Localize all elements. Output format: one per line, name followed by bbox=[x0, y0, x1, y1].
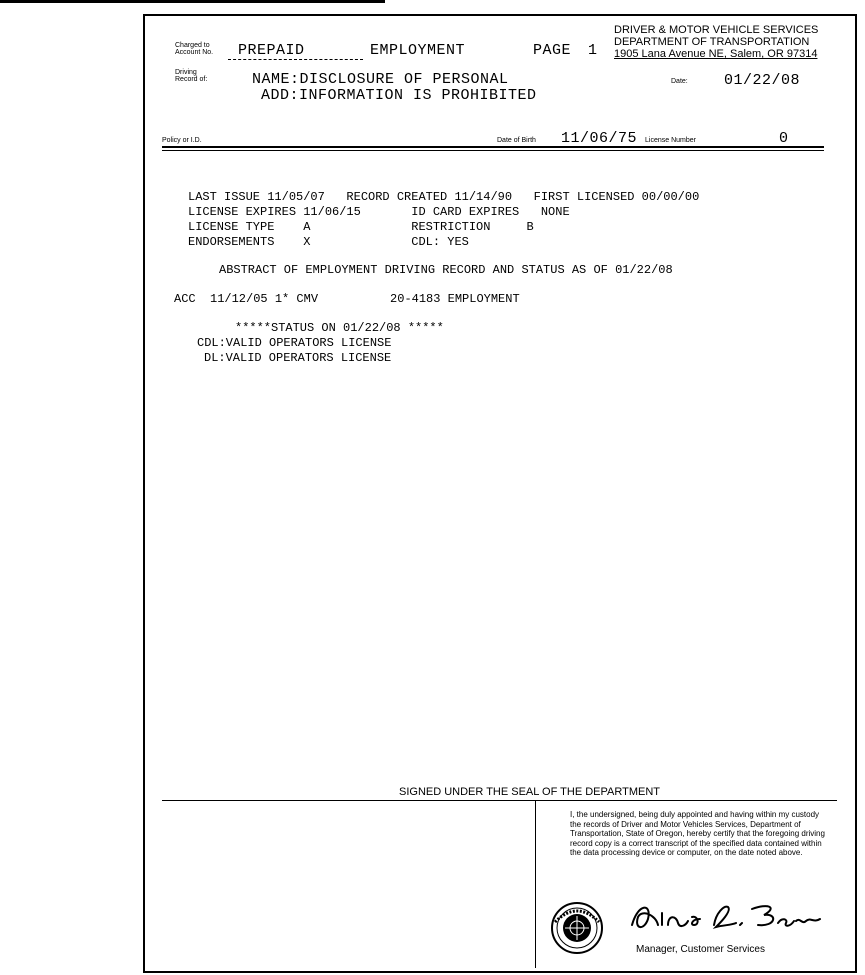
cdl-status: CDL:VALID OPERATORS LICENSE bbox=[197, 336, 392, 350]
signer-title: Manager, Customer Services bbox=[636, 944, 765, 955]
record-type: EMPLOYMENT bbox=[370, 42, 466, 59]
record-row-2: LICENSE EXPIRES 11/06/15 ID CARD EXPIRES NONE bbox=[188, 205, 570, 219]
state-seal-icon bbox=[551, 902, 603, 954]
footer-divider bbox=[535, 800, 536, 968]
status-heading: *****STATUS ON 01/22/08 ***** bbox=[235, 321, 444, 335]
policy-label: Policy or I.D. bbox=[162, 137, 202, 144]
driving-record-label: Driving Record of: bbox=[175, 69, 208, 83]
abstract-line: ABSTRACT OF EMPLOYMENT DRIVING RECORD AND STATUS AS OF 01/22/08 bbox=[219, 263, 673, 277]
dob-value: 11/06/75 bbox=[561, 130, 638, 147]
signed-under-seal: SIGNED UNDER THE SEAL OF THE DEPARTMENT bbox=[399, 786, 660, 798]
page-label: PAGE bbox=[533, 42, 572, 59]
account-underline bbox=[228, 59, 363, 60]
signature-mark bbox=[628, 895, 828, 941]
record-row-4: ENDORSEMENTS X CDL: YES bbox=[188, 235, 469, 249]
top-rule bbox=[0, 0, 385, 3]
license-number-value: 0 bbox=[779, 130, 789, 147]
accident-line: ACC 11/12/05 1* CMV 20-4183 EMPLOYMENT bbox=[174, 292, 520, 306]
dl-status: DL:VALID OPERATORS LICENSE bbox=[204, 351, 392, 365]
header-rule-top bbox=[162, 146, 824, 148]
date-label: Date: bbox=[671, 78, 688, 85]
address-line: ADD:INFORMATION IS PROHIBITED bbox=[261, 87, 537, 104]
record-row-1: LAST ISSUE 11/05/07 RECORD CREATED 11/14/90 FIRST LICENSED 00/00/00 bbox=[188, 190, 700, 204]
certification-text: I, the undersigned, being duly appointed and having within my custody the records of Driver and Motor Vehicles Services, Department of Transportation, State of Oregon, hereby certify that the foregoing driving record copy is a correct transcript of the specified data contained within the data processing device or computer, on the date noted above. bbox=[570, 810, 825, 858]
agency-address: 1905 Lana Avenue NE, Salem, OR 97314 bbox=[614, 48, 818, 60]
name-line: NAME:DISCLOSURE OF PERSONAL bbox=[252, 71, 509, 88]
agency-name: DRIVER & MOTOR VEHICLE SERVICES bbox=[614, 24, 819, 36]
record-row-3: LICENSE TYPE A RESTRICTION B bbox=[188, 220, 534, 234]
dob-label: Date of Birth bbox=[497, 137, 536, 144]
header-rule-bottom bbox=[162, 150, 824, 151]
license-number-label: License Number bbox=[645, 137, 696, 144]
footer-rule bbox=[162, 800, 837, 801]
page-number: 1 bbox=[588, 42, 598, 59]
account-value: PREPAID bbox=[238, 42, 305, 59]
agency-department: DEPARTMENT OF TRANSPORTATION bbox=[614, 36, 810, 48]
agency-block bbox=[614, 24, 818, 60]
record-date: 01/22/08 bbox=[724, 72, 801, 89]
charged-to-label: Charged to Account No. bbox=[175, 42, 214, 56]
